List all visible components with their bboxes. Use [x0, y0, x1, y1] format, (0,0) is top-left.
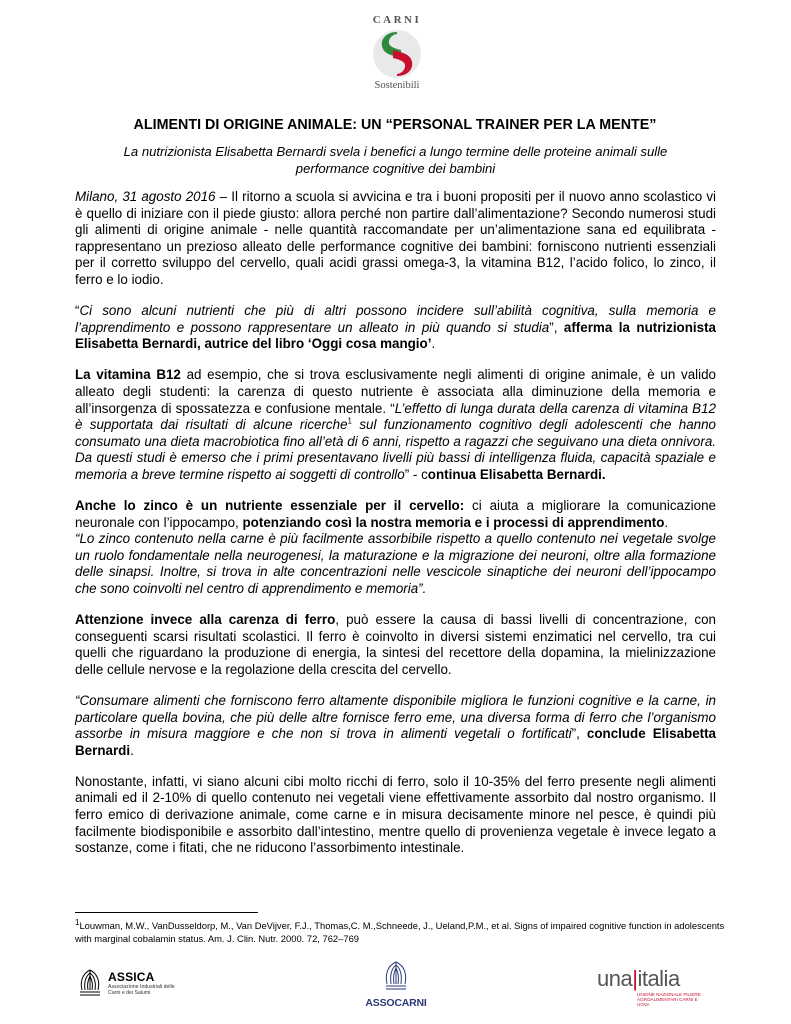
- paragraph-5: [75, 612, 716, 678]
- paragraph-3-quote-a: L’effetto di lunga durata della carenza di vitamina B12 è supportata dai risultati di alcune ricerche: [75, 400, 716, 433]
- paragraph-6-quote: “Consumare alimenti che forniscono ferro altamente disponibile migliora le funzioni cognitive e la carne, in particolare quella bovina, che più delle altre fornisce ferro eme, una diversa forma di ferro che l’organismo assorbe in misura maggiore e che non si trova in alimenti vegetali o fortificati: [75, 692, 716, 742]
- assocarni-logo-icon: [381, 960, 411, 992]
- paragraph-2-attribution: afferma la nutrizionista Elisabetta Bernardi, autrice del libro ‘Oggi cosa mangio’: [75, 319, 716, 352]
- unaitalia-name-a: una: [597, 966, 633, 991]
- article-body: [75, 189, 716, 871]
- unaitalia-name: [597, 966, 680, 992]
- logo-word-top: CARNI: [372, 14, 422, 26]
- paragraph-6-end: .: [130, 742, 134, 758]
- paragraph-5-text: , può essere la causa di bassi livelli di concentrazione, con conseguenti scarsi risultati scolastici. Il ferro è coinvolto in diversi sistemi enzimatici nel cervello, tra cui quelli che riguardano la produzione di energia, la sintesi del recettore della dopamina, la mielinizzazione delle cellule nervose e la regolazione della crescita del cervello.: [75, 612, 716, 677]
- dateline: Milano, 31 agosto 2016: [75, 189, 216, 204]
- paragraph-4: [75, 498, 716, 598]
- footnote-marker: 1: [75, 917, 80, 927]
- paragraph-4-bold: potenziando così la nostra memoria e i processi di apprendimento: [242, 514, 665, 530]
- carni-sostenibili-logo-icon: [371, 28, 423, 80]
- paragraph-2-quote: Ci sono alcuni nutrienti che più di altri possono incidere sull’abilità cognitiva, sulla memoria e l’apprendimento e possono rappresentare un alleato in più quando si studia: [75, 303, 716, 335]
- assica-logo: [76, 966, 186, 1006]
- unaitalia-subtitle: UNIONE NAZIONALE FILIERE AGROALIMENTARI CARNI E UOVA: [637, 992, 701, 1007]
- paragraph-2-end: .: [431, 336, 436, 352]
- unaitalia-name-b: italia: [637, 966, 680, 991]
- paragraph-4-end: .: [664, 514, 669, 530]
- paragraph-7: [75, 774, 716, 857]
- paragraph-1-text: – Il ritorno a scuola si avvicina e tra i buoni propositi per il nuovo anno scolastico vi è quello di iniziare con il piede giusto: allora perché non partire dall’alimentazione? Secondo numerosi studi gli alimenti di origine animale - nelle quantità raccomandate per un’alimentazione sana ed equilibrata - rappresentano un prezioso alleato delle performance cognitive dei bambini: forniscono nutrienti essenziali per il corretto sviluppo del cervello, quali acidi grassi omega-3, la vitamina B12, l’acido folico, lo zinco, il ferro e lo iodio.: [75, 189, 717, 287]
- logo-word-bottom: Sostenibili: [374, 80, 420, 91]
- unaitalia-logo: [597, 966, 717, 1006]
- assocarni-name: ASSOCARNI: [365, 997, 427, 1009]
- assica-name: ASSICA: [108, 970, 155, 984]
- paragraph-3-lead: La vitamina B12: [75, 367, 181, 383]
- paragraph-7-text: Nonostante, infatti, vi siano alcuni cibi molto ricchi di ferro, solo il 10-35% del ferro presente negli alimenti animali ed il 2-10% di quello contenuto nei vegetali viene effettivamente assorbito dal nostro organismo. Il ferro emico di derivazione animale, come carne e in misura decisamente minore nel pesce, è quindi più facilmente biodisponibile e assorbito dall’intestino, mentre quello di provenienza vegetale è invece legato a sostanze, come i fitati, che ne riducono l’assorbimento intestinale.: [75, 773, 716, 856]
- page-title: ALIMENTI DI ORIGINE ANIMALE: UN “PERSONAL TRAINER PER LA MENTE”: [133, 117, 657, 133]
- paragraph-1: [75, 189, 716, 289]
- paragraph-5-lead: Attenzione invece alla carenza di ferro: [75, 612, 336, 628]
- footnote-divider: [75, 912, 258, 913]
- paragraph-3-text: ad esempio, che si trova esclusivamente negli alimenti di origine animale, è un valido alleato degli studenti: la carenza di questo nutriente è associata alla diminuzione della memoria e all’insorgenza di spossatezza e confusione mentale. “: [75, 367, 716, 416]
- paragraph-6-attribution: conclude Elisabetta Bernardi: [75, 726, 717, 758]
- paragraph-3-tail: ” - c: [404, 466, 428, 482]
- paragraph-3: [75, 367, 716, 483]
- paragraph-4-text: ci aiuta a migliorare la comunicazione neuronale con l’ippocampo,: [75, 498, 716, 530]
- paragraph-4-lead: Anche lo zinco è un nutriente essenziale per il cervello:: [75, 498, 465, 513]
- unaitalia-divider: |: [632, 966, 638, 991]
- quote-close: ”,: [549, 319, 564, 335]
- paragraph-3-quote-b: sul funzionamento cognitivo degli adolescenti che hanno consumato una dieta macrobiotica fino all’età di 6 anni, rispetto a ragazzi che seguivano una dieta onnivora. Da questi studi è emerso che i primi presentavano livelli più bassi di intelligenza fluida, capacità spaziale e memoria a breve termine rispetto ai soggetti di controllo: [75, 417, 716, 482]
- assica-logo-icon: [76, 968, 104, 1000]
- paragraph-2: [75, 303, 716, 353]
- paragraph-6-close: ”,: [571, 726, 587, 742]
- footnote-ref: 1: [347, 416, 352, 426]
- page-subtitle: La nutrizionista Elisabetta Bernardi svela i benefici a lungo termine delle proteine animali sulle performance cognitive dei bambini: [123, 144, 668, 176]
- assica-subtitle: Associazione Industriali delle Carni e dei Salumi: [108, 984, 175, 996]
- paragraph-4-quote: “Lo zinco contenuto nella carne è più facilmente assorbibile rispetto a quello contenuto nei vegetale svolge un ruolo fondamentale nella neurogenesi, la maturazione e la migrazione dei neuroni, oltre alla formazione delle sinapsi. Inoltre, si trova in alte concentrazioni nelle vescicole sinaptiche dei neuroni dell’ippocampo che sono coinvolti nel centro di apprendimento e memoria”.: [75, 531, 716, 596]
- assocarni-logo: [356, 960, 436, 1010]
- carni-sostenibili-logo: [355, 14, 439, 98]
- paragraph-6: [75, 693, 716, 759]
- footnote: [75, 919, 725, 945]
- quote-open: “: [75, 303, 80, 319]
- paragraph-3-attribution: ontinua Elisabetta Bernardi.: [427, 466, 606, 482]
- footnote-text: Louwman, M.W., VanDusseldorp, M., Van DeVijver, F.J., Thomas,C. M.,Schneede, J., Ueland,P.M., et al. Signs of impaired cognitive function in adolescents with marginal cobalamin status. Am. J. Clin. Nutr. 2000. 72, 762–769: [75, 920, 725, 944]
